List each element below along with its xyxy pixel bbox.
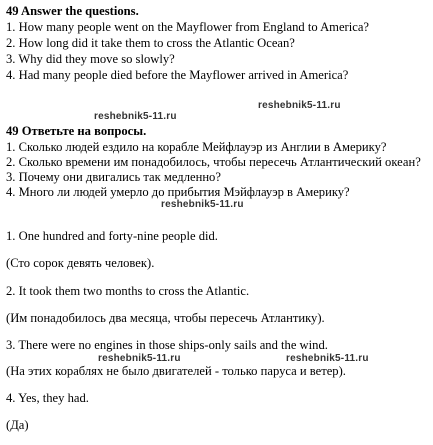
- russian-heading: 49 Ответьте на вопросы.: [6, 124, 147, 138]
- answer-1-english: 1. One hundred and forty-nine people did.: [6, 229, 218, 243]
- watermark: reshebnik5-11.ru: [161, 199, 244, 210]
- english-question-1: 1. How many people went on the Mayflower from England to America?: [6, 20, 370, 34]
- answer-1-russian: (Сто сорок девять человек).: [6, 256, 155, 270]
- russian-question-4: 4. Много ли людей умерло до прибытия Мэйфлауэр в Америку?: [6, 185, 350, 199]
- watermark: reshebnik5-11.ru: [98, 353, 181, 364]
- english-heading: 49 Answer the questions.: [6, 4, 139, 18]
- russian-question-2: 2. Сколько времени им понадобилось, чтобы пересечь Атлантический океан?: [6, 155, 421, 169]
- answer-2-russian: (Им понадобилось два месяца, чтобы пересечь Атлантику).: [6, 311, 325, 325]
- answer-4-russian: (Да): [6, 418, 29, 432]
- answer-2-english: 2. It took them two months to cross the Atlantic.: [6, 284, 250, 298]
- english-question-2: 2. How long did it take them to cross the Atlantic Ocean?: [6, 36, 295, 50]
- answer-3-russian: (На этих кораблях не было двигателей - только паруса и ветер).: [6, 364, 346, 378]
- watermark: reshebnik5-11.ru: [286, 353, 369, 364]
- watermark: reshebnik5-11.ru: [94, 111, 177, 122]
- russian-question-3: 3. Почему они двигались так медленно?: [6, 170, 221, 184]
- answer-3-english: 3. There were no engines in those ships-only sails and the wind.: [6, 338, 328, 352]
- english-question-4: 4. Had many people died before the Mayflower arrived in America?: [6, 68, 349, 82]
- russian-question-1: 1. Сколько людей ездило на корабле Мейфлауэр из Англии в Америку?: [6, 140, 387, 154]
- answer-4-english: 4. Yes, they had.: [6, 391, 89, 405]
- watermark: reshebnik5-11.ru: [258, 100, 341, 111]
- english-question-3: 3. Why did they move so slowly?: [6, 52, 175, 66]
